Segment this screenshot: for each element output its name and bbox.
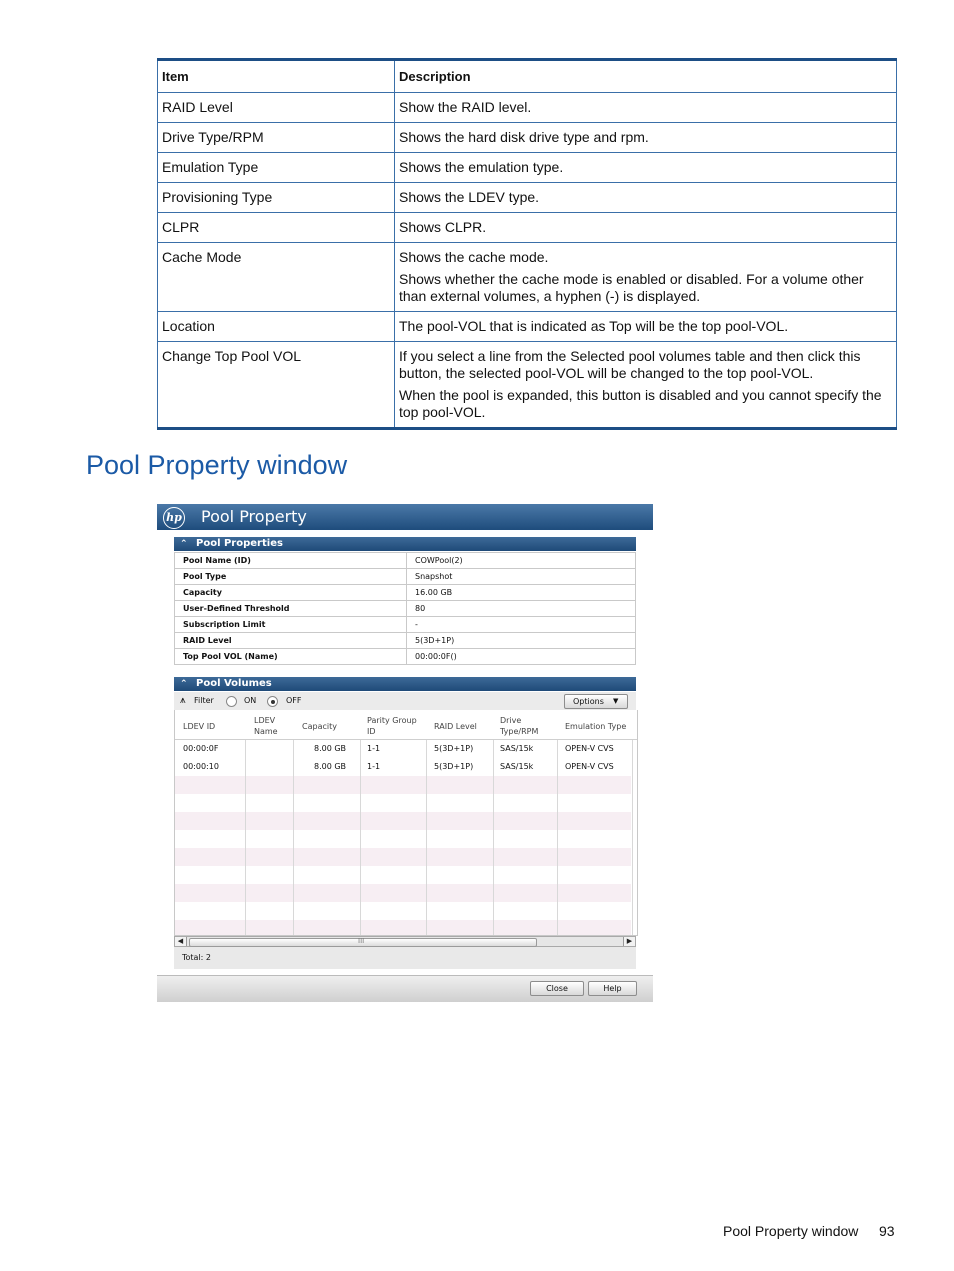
column-header-drive-type[interactable]: Drive Type/RPM: [500, 716, 539, 736]
table-header-row: [158, 60, 897, 93]
filter-on-label: ON: [244, 696, 257, 705]
item-cell: Change Top Pool VOL: [158, 342, 395, 429]
property-row: [175, 601, 636, 617]
property-row: [175, 585, 636, 601]
capacity-cell: 8.00 GB: [314, 762, 347, 771]
close-button[interactable]: Close: [530, 981, 584, 996]
column-header-description: Description: [395, 60, 897, 93]
emulation-type-cell: OPEN-V CVS: [565, 744, 614, 753]
column-header-ldev-name[interactable]: LDEV Name: [254, 716, 278, 736]
column-divider: [245, 740, 246, 936]
table-row: [158, 243, 897, 312]
table-row[interactable]: [175, 740, 631, 758]
table-header: [175, 710, 637, 740]
empty-row: [175, 848, 631, 866]
empty-row: [175, 794, 631, 812]
empty-row: [175, 866, 631, 884]
column-header-raid-level[interactable]: RAID Level: [434, 721, 477, 731]
capacity-cell: 8.00 GB: [314, 744, 347, 753]
footer-title: Pool Property window: [723, 1223, 859, 1239]
empty-row: [175, 884, 631, 902]
description-text: When the pool is expanded, this button is disabled and you cannot specify the top pool-VOL.: [399, 387, 882, 420]
parity-group-cell: 1-1: [367, 762, 381, 771]
empty-row: [175, 830, 631, 848]
filter-off-label: OFF: [286, 696, 302, 705]
window-footer: [157, 975, 653, 1002]
description-cell: [395, 123, 897, 153]
description-cell: [395, 153, 897, 183]
column-divider: [360, 740, 361, 936]
column-header-capacity[interactable]: Capacity: [302, 721, 337, 731]
raid-level-cell: 5(3D+1P): [434, 762, 474, 771]
column-header-emulation-type[interactable]: Emulation Type: [565, 721, 627, 731]
table-row: [158, 93, 897, 123]
property-key: Capacity: [175, 585, 407, 601]
window-title-bar: [157, 504, 653, 530]
scroll-thumb[interactable]: [189, 938, 537, 947]
empty-row: [175, 776, 631, 794]
property-key: Pool Name (ID): [175, 553, 407, 569]
description-text: Shows CLPR.: [399, 219, 487, 235]
description-cell: [395, 243, 897, 312]
item-cell: Cache Mode: [158, 243, 395, 312]
property-value: COWPool(2): [407, 553, 636, 569]
filter-bar: [174, 692, 636, 710]
description-cell: [395, 183, 897, 213]
description-text: Show the RAID level.: [399, 99, 532, 115]
drive-type-cell: SAS/15k: [500, 762, 534, 771]
property-value: 5(3D+1P): [407, 633, 636, 649]
panel-title: Pool Properties: [196, 538, 283, 549]
table-row: [158, 153, 897, 183]
horizontal-scrollbar[interactable]: [174, 936, 636, 947]
filter-off-radio[interactable]: [267, 696, 278, 707]
emulation-type-cell: OPEN-V CVS: [565, 762, 614, 771]
item-cell: Drive Type/RPM: [158, 123, 395, 153]
empty-row: [175, 920, 631, 936]
raid-level-cell: 5(3D+1P): [434, 744, 474, 753]
pool-volumes-table: [174, 710, 638, 936]
section-title: Pool Property window: [86, 450, 348, 480]
description-text: Shows the hard disk drive type and rpm.: [399, 129, 649, 145]
pool-properties-table: [174, 552, 636, 665]
table-row[interactable]: [175, 758, 631, 776]
description-text: Shows the cache mode.: [399, 249, 549, 265]
description-text: Shows the LDEV type.: [399, 189, 540, 205]
options-label: Options: [573, 697, 604, 706]
empty-row: [175, 902, 631, 920]
property-key: Top Pool VOL (Name): [175, 649, 407, 665]
property-row: [175, 649, 636, 665]
table-row: [158, 123, 897, 153]
filter-icon: ⩚: [180, 695, 186, 706]
property-key: Pool Type: [175, 569, 407, 585]
pool-properties-header[interactable]: [174, 537, 636, 551]
scroll-right-arrow-icon[interactable]: ▶: [623, 937, 635, 946]
hp-logo: hp: [163, 507, 185, 529]
collapse-chevron-icon[interactable]: ⌃: [180, 539, 188, 549]
filter-label: Filter: [194, 696, 214, 705]
pool-property-window: [157, 504, 653, 1001]
description-cell: [395, 213, 897, 243]
property-key: Subscription Limit: [175, 617, 407, 633]
scroll-grip: III: [358, 937, 365, 945]
column-divider: [557, 740, 558, 936]
ldev-id-cell: 00:00:0F: [183, 744, 219, 753]
total-count: Total: 2: [182, 953, 212, 962]
ldev-id-cell: 00:00:10: [183, 762, 219, 771]
table-body: [175, 740, 637, 936]
property-value: Snapshot: [407, 569, 636, 585]
property-row: [175, 553, 636, 569]
column-header-parity-group-id[interactable]: Parity Group ID: [367, 716, 417, 736]
total-bar: [174, 947, 636, 969]
collapse-chevron-icon[interactable]: ⌃: [180, 679, 188, 689]
description-text: The pool-VOL that is indicated as Top will be the top pool-VOL.: [399, 318, 789, 334]
options-button[interactable]: [564, 694, 628, 709]
column-header-ldev-id[interactable]: LDEV ID: [183, 721, 216, 731]
description-cell: [395, 342, 897, 429]
item-cell: CLPR: [158, 213, 395, 243]
table-row: [158, 213, 897, 243]
property-row: [175, 617, 636, 633]
description-text: Shows the emulation type.: [399, 159, 564, 175]
property-row: [175, 633, 636, 649]
description-text: If you select a line from the Selected pool volumes table and then click this button, the selected pool-VOL will be changed to the top pool-VOL.: [399, 348, 861, 381]
item-cell: Provisioning Type: [158, 183, 395, 213]
scroll-left-arrow-icon[interactable]: ◀: [175, 937, 187, 946]
item-cell: Emulation Type: [158, 153, 395, 183]
column-divider: [293, 740, 294, 936]
drive-type-cell: SAS/15k: [500, 744, 534, 753]
property-value: 80: [407, 601, 636, 617]
description-table: [157, 58, 897, 430]
property-value: 16.00 GB: [407, 585, 636, 601]
description-cell: [395, 312, 897, 342]
help-button[interactable]: Help: [588, 981, 637, 996]
filter-on-radio[interactable]: [226, 696, 237, 707]
column-divider: [632, 740, 633, 936]
property-key: User-Defined Threshold: [175, 601, 407, 617]
property-value: 00:00:0F(): [407, 649, 636, 665]
window-title: Pool Property: [201, 507, 307, 526]
table-row: [158, 312, 897, 342]
panel-title: Pool Volumes: [196, 678, 272, 689]
description-cell: [395, 93, 897, 123]
item-cell: Location: [158, 312, 395, 342]
parity-group-cell: 1-1: [367, 744, 381, 753]
pool-volumes-header[interactable]: [174, 677, 636, 691]
column-divider: [426, 740, 427, 936]
table-row: [158, 342, 897, 429]
property-key: RAID Level: [175, 633, 407, 649]
property-row: [175, 569, 636, 585]
description-text: Shows whether the cache mode is enabled or disabled. For a volume other than external volumes, a hyphen (-) is displayed.: [399, 271, 864, 304]
property-value: -: [407, 617, 636, 633]
page-number: 93: [879, 1223, 895, 1239]
column-divider: [493, 740, 494, 936]
empty-row: [175, 812, 631, 830]
item-cell: RAID Level: [158, 93, 395, 123]
column-header-item: Item: [158, 60, 395, 93]
table-row: [158, 183, 897, 213]
caret-down-icon: ▼: [613, 697, 619, 705]
